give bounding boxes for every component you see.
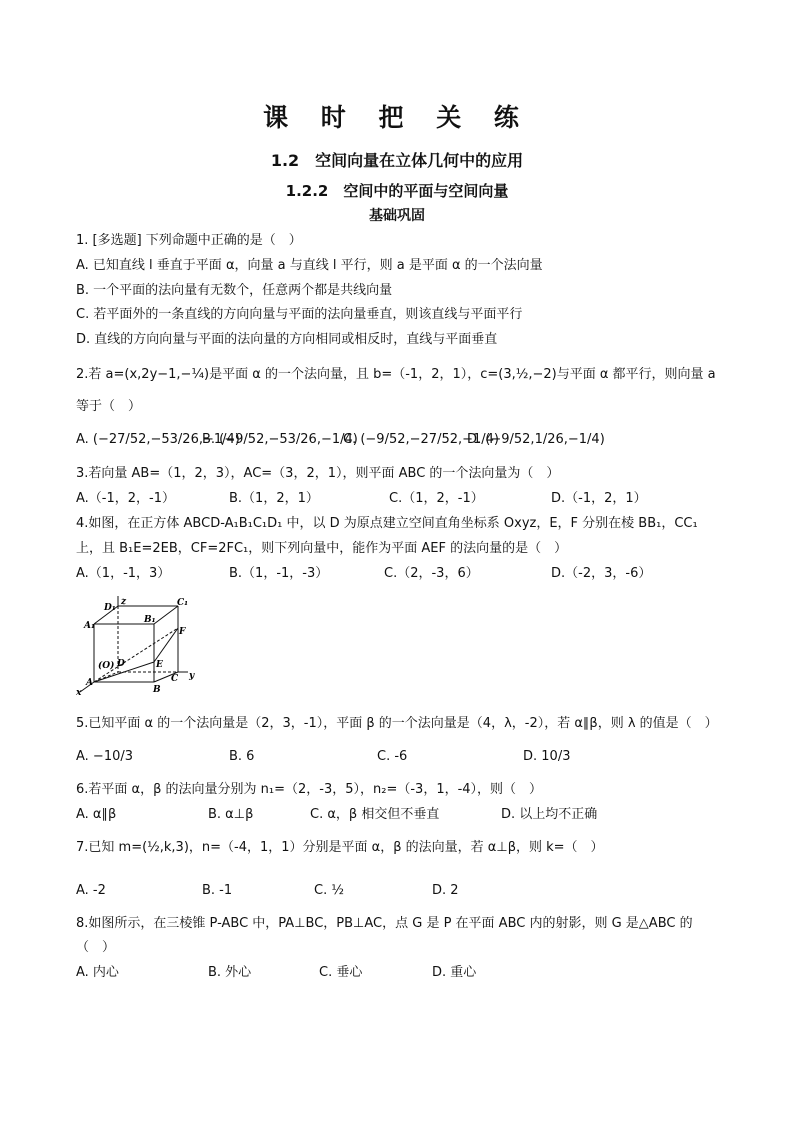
label-a: A (86, 678, 93, 688)
q8-option-c: C. 垂心 (319, 965, 363, 980)
q6-option-d: D. 以上均不正确 (501, 807, 598, 822)
q1-option-a: A. 已知直线 l 垂直于平面 α，向量 a 与直线 l 平行，则 a 是平面 α 的一个法向量 (76, 258, 543, 273)
q5-option-d: D. 10/3 (523, 749, 571, 764)
q7-option-c: C. ½ (314, 883, 344, 898)
cube-edge (154, 606, 178, 624)
q2-option-a: A. (−27/52,−53/26,−1/4) (76, 432, 240, 447)
label-c1: C₁ (177, 598, 189, 608)
q7-option-d: D. 2 (432, 883, 459, 898)
q1-option-b: B. 一个平面的法向量有无数个，任意两个都是共线向量 (76, 283, 393, 298)
q6-option-b: B. α⊥β (208, 807, 254, 822)
q3-option-a: A.（-1，2，-1） (76, 491, 175, 506)
q6-option-c: C. α，β 相交但不垂直 (310, 807, 440, 822)
q4-stem-line1: 4.如图，在正方体 ABCD-A₁B₁C₁D₁ 中，以 D 为原点建立空间直角坐标系 Oxyz，E，F 分别在棱 BB₁，CC₁ (76, 516, 698, 531)
q4-option-b: B.（1，-1，-3） (229, 566, 329, 581)
label-z: z (121, 597, 127, 607)
q8-option-a: A. 内心 (76, 965, 119, 980)
q4-option-a: A.（1，-1，3） (76, 566, 171, 581)
q7-stem: 7.已知 m=(½,k,3)，n=（-4，1，1）分别是平面 α，β 的法向量，若 α⊥β，则 k=（ ） (76, 840, 604, 855)
cube-figure (74, 596, 204, 696)
label-f: F (179, 627, 186, 637)
q2-option-c: C. (−9/52,−27/52,−1/4) (343, 432, 500, 447)
q2-option-b: B. (−9/52,−53/26,−1/4) (202, 432, 358, 447)
q3-option-b: B.（1，2，1） (229, 491, 319, 506)
label-d: D (117, 659, 125, 669)
q3-option-d: D.（-1，2，1） (551, 491, 647, 506)
q5-option-a: A. −10/3 (76, 749, 134, 764)
page-title: 课 时 把 关 练 (263, 103, 531, 132)
q8-stem-line2: （ ） (76, 940, 116, 955)
q2-option-d: D. (−9/52,1/26,−1/4) (467, 432, 605, 447)
segment-ef (154, 628, 178, 662)
q3-stem: 3.若向量 AB=（1，2，3），AC=（3，2，1），则平面 ABC 的一个法向量为（ ） (76, 466, 560, 481)
q6-stem: 6.若平面 α，β 的法向量分别为 n₁=（2，-3，5），n₂=（-3，1，-4），则（ ） (76, 782, 543, 797)
label-x: x (76, 688, 82, 696)
q2-stem-line2: 等于（ ） (76, 399, 142, 414)
q3-option-c: C.（1，2，-1） (389, 491, 484, 506)
q8-option-b: B. 外心 (208, 965, 252, 980)
q8-stem-line1: 8.如图所示，在三棱锥 P-ABC 中，PA⊥BC，PB⊥AC，点 G 是 P 在平面 ABC 内的射影，则 G 是△ABC 的 (76, 916, 693, 931)
q2-stem-line1: 2.若 a=(x,2y−1,−¼)是平面 α 的一个法向量，且 b=（-1，2，1），c=(3,½,−2)与平面 α 都平行，则向量 a (76, 367, 716, 382)
segment-af (94, 628, 178, 682)
q5-option-c: C. -6 (377, 749, 408, 764)
q7-option-b: B. -1 (202, 883, 233, 898)
q5-option-b: B. 6 (229, 749, 255, 764)
q5-stem: 5.已知平面 α 的一个法向量是（2，3，-1），平面 β 的一个法向量是（4，λ，-2），若 α∥β，则 λ 的值是（ ） (76, 716, 718, 731)
label-a1: A₁ (84, 621, 95, 631)
q8-option-d: D. 重心 (432, 965, 477, 980)
label-y: y (189, 671, 195, 681)
label-e: E (156, 660, 163, 670)
label-c: C (171, 674, 179, 684)
q6-option-a: A. α∥β (76, 807, 117, 822)
q4-option-d: D.（-2，3，-6） (551, 566, 652, 581)
label-b1: B₁ (144, 615, 156, 625)
q1-option-c: C. 若平面外的一条直线的方向向量与平面的法向量垂直，则该直线与平面平行 (76, 307, 523, 322)
q7-option-a: A. -2 (76, 883, 106, 898)
label-d1: D₁ (104, 603, 116, 613)
q4-stem-line2: 上，且 B₁E=2EB，CF=2FC₁，则下列向量中，能作为平面 AEF 的法向量的是（ ） (76, 541, 568, 556)
q1-stem: 1. [多选题] 下列命题中正确的是（ ） (76, 233, 302, 248)
q1-option-d: D. 直线的方向向量与平面的法向量的方向相同或相反时，直线与平面垂直 (76, 332, 498, 347)
category-heading: 基础巩固 (369, 208, 425, 224)
q4-option-c: C.（2，-3，6） (384, 566, 479, 581)
subsection-heading: 1.2.2 空间中的平面与空间向量 (285, 182, 509, 200)
section-heading: 1.2 空间向量在立体几何中的应用 (270, 151, 524, 170)
label-b: B (153, 685, 161, 695)
label-o: (O) (98, 661, 115, 671)
